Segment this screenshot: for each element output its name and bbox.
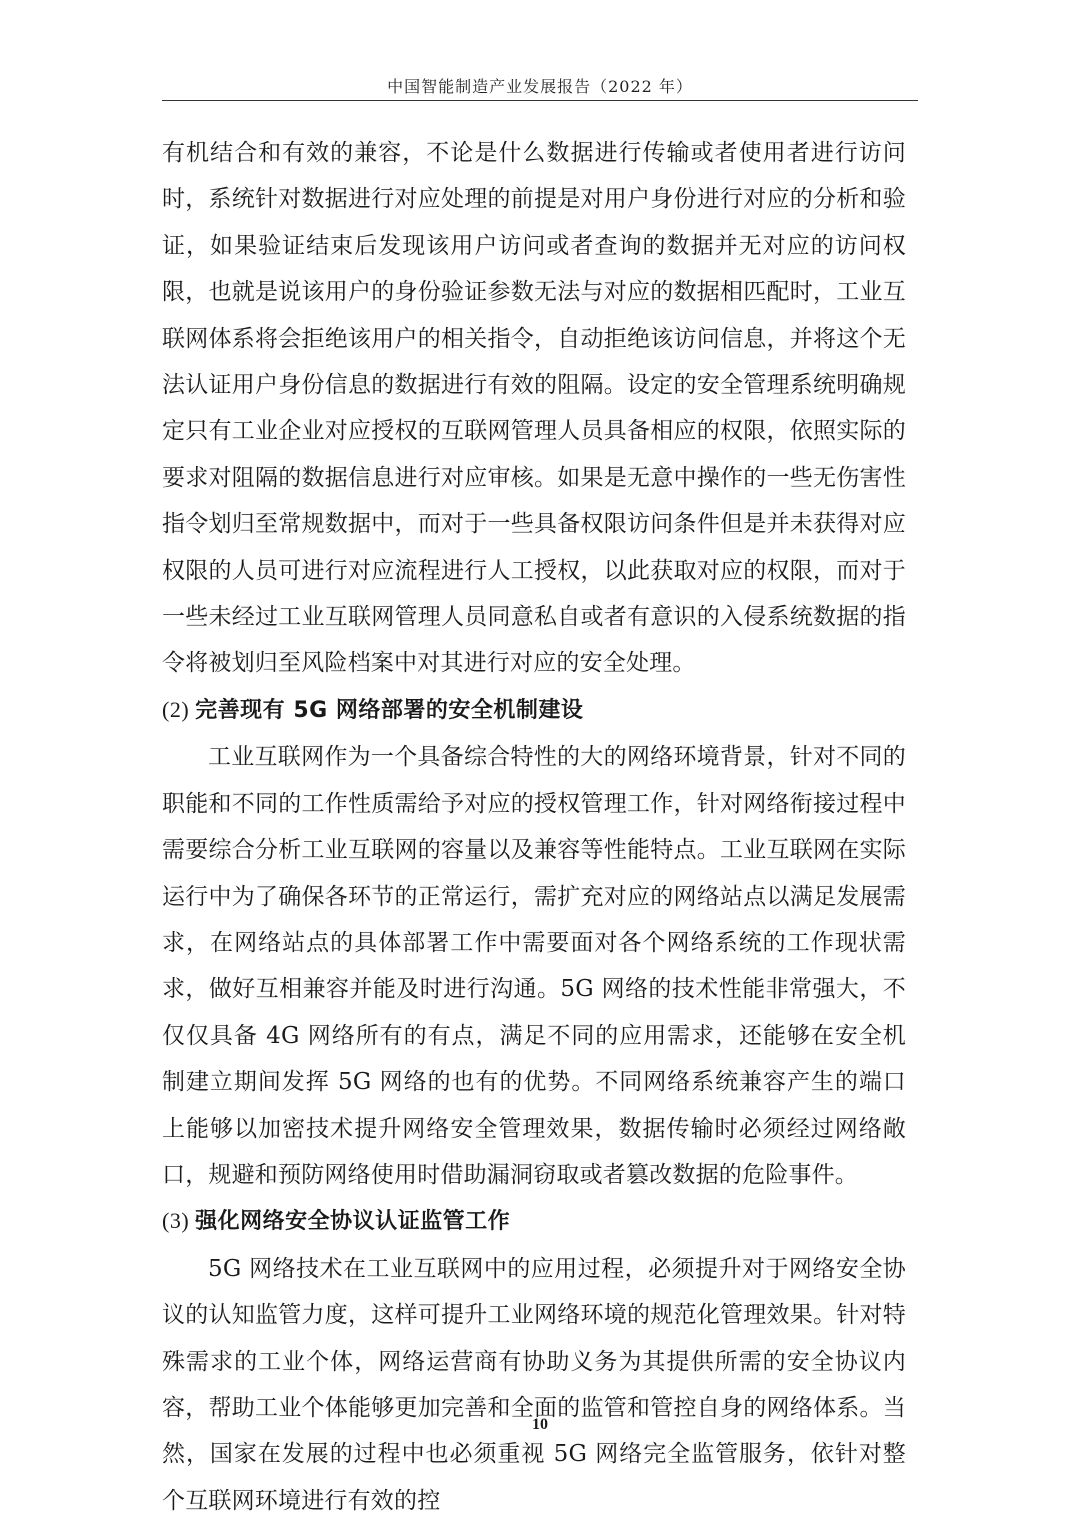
page-body [162, 130, 906, 1524]
section-heading-2-text: 完善现有 5G 网络部署的安全机制建设 [195, 697, 584, 723]
page-number: 10 [532, 1416, 548, 1433]
paragraph-2: 工业互联网作为一个具备综合特性的大的网络环境背景，针对不同的职能和不同的工作性质需给予对应的授权管理工作，针对网络衔接过程中需要综合分析工业互联网的容量以及兼容等性能特点。工业互联网在实际运行中为了确保各环节的正常运行，需扩充对应的网络站点以满足发展需求，在网络站点的具体部署工作中需要面对各个网络系统的工作现状需求，做好互相兼容并能及时进行沟通。5G 网络的技术性能非常强大，不仅仅具备 4G 网络所有的有点，满足不同的应用需求，还能够在安全机制建立期间发挥 5G 网络的也有的优势。不同网络系统兼容产生的端口上能够以加密技术提升网络安全管理效果，数据传输时必须经过网络敞口，规避和预防网络使用时借助漏洞窃取或者篡改数据的危险事件。 [162, 744, 906, 1188]
section-heading-3-number: (3) [162, 1208, 190, 1234]
running-header: 中国智能制造产业发展报告（2022 年） [387, 77, 693, 96]
section-heading-3 [162, 1198, 906, 1245]
header-divider [162, 100, 918, 101]
section-heading-2 [162, 687, 906, 734]
section-heading-3-text: 强化网络安全协议认证监管工作 [195, 1209, 511, 1235]
section-heading-2-number: (2) [162, 696, 190, 722]
paragraph-1: 有机结合和有效的兼容，不论是什么数据进行传输或者使用者进行访问时，系统针对数据进行对应处理的前提是对用户身份进行对应的分析和验证，如果验证结束后发现该用户访问或者查询的数据并无对应的访问权限，也就是说该用户的身份验证参数无法与对应的数据相匹配时，工业互联网体系将会拒绝该用户的相关指令，自动拒绝该访问信息，并将这个无法认证用户身份信息的数据进行有效的阻隔。设定的安全管理系统明确规定只有工业企业对应授权的互联网管理人员具备相应的权限，依照实际的要求对阻隔的数据信息进行对应审核。如果是无意中操作的一些无伤害性指令划归至常规数据中，而对于一些具备权限访问条件但是并未获得对应权限的人员可进行对应流程进行人工授权，以此获取对应的权限，而对于一些未经过工业互联网管理人员同意私自或者有意识的入侵系统数据的指令将被划归至风险档案中对其进行对应的安全处理。 [162, 140, 906, 677]
paragraph-3: 5G 网络技术在工业互联网中的应用过程，必须提升对于网络安全协议的认知监管力度，这样可提升工业网络环境的规范化管理效果。针对特殊需求的工业个体，网络运营商有协助义务为其提供所需的安全协议内容，帮助工业个体能够更加完善和全面的监管和管控自身的网络体系。当然，国家在发展的过程中也必须重视 5G 网络完全监管服务，依针对整个互联网环境进行有效的控 [162, 1255, 906, 1514]
